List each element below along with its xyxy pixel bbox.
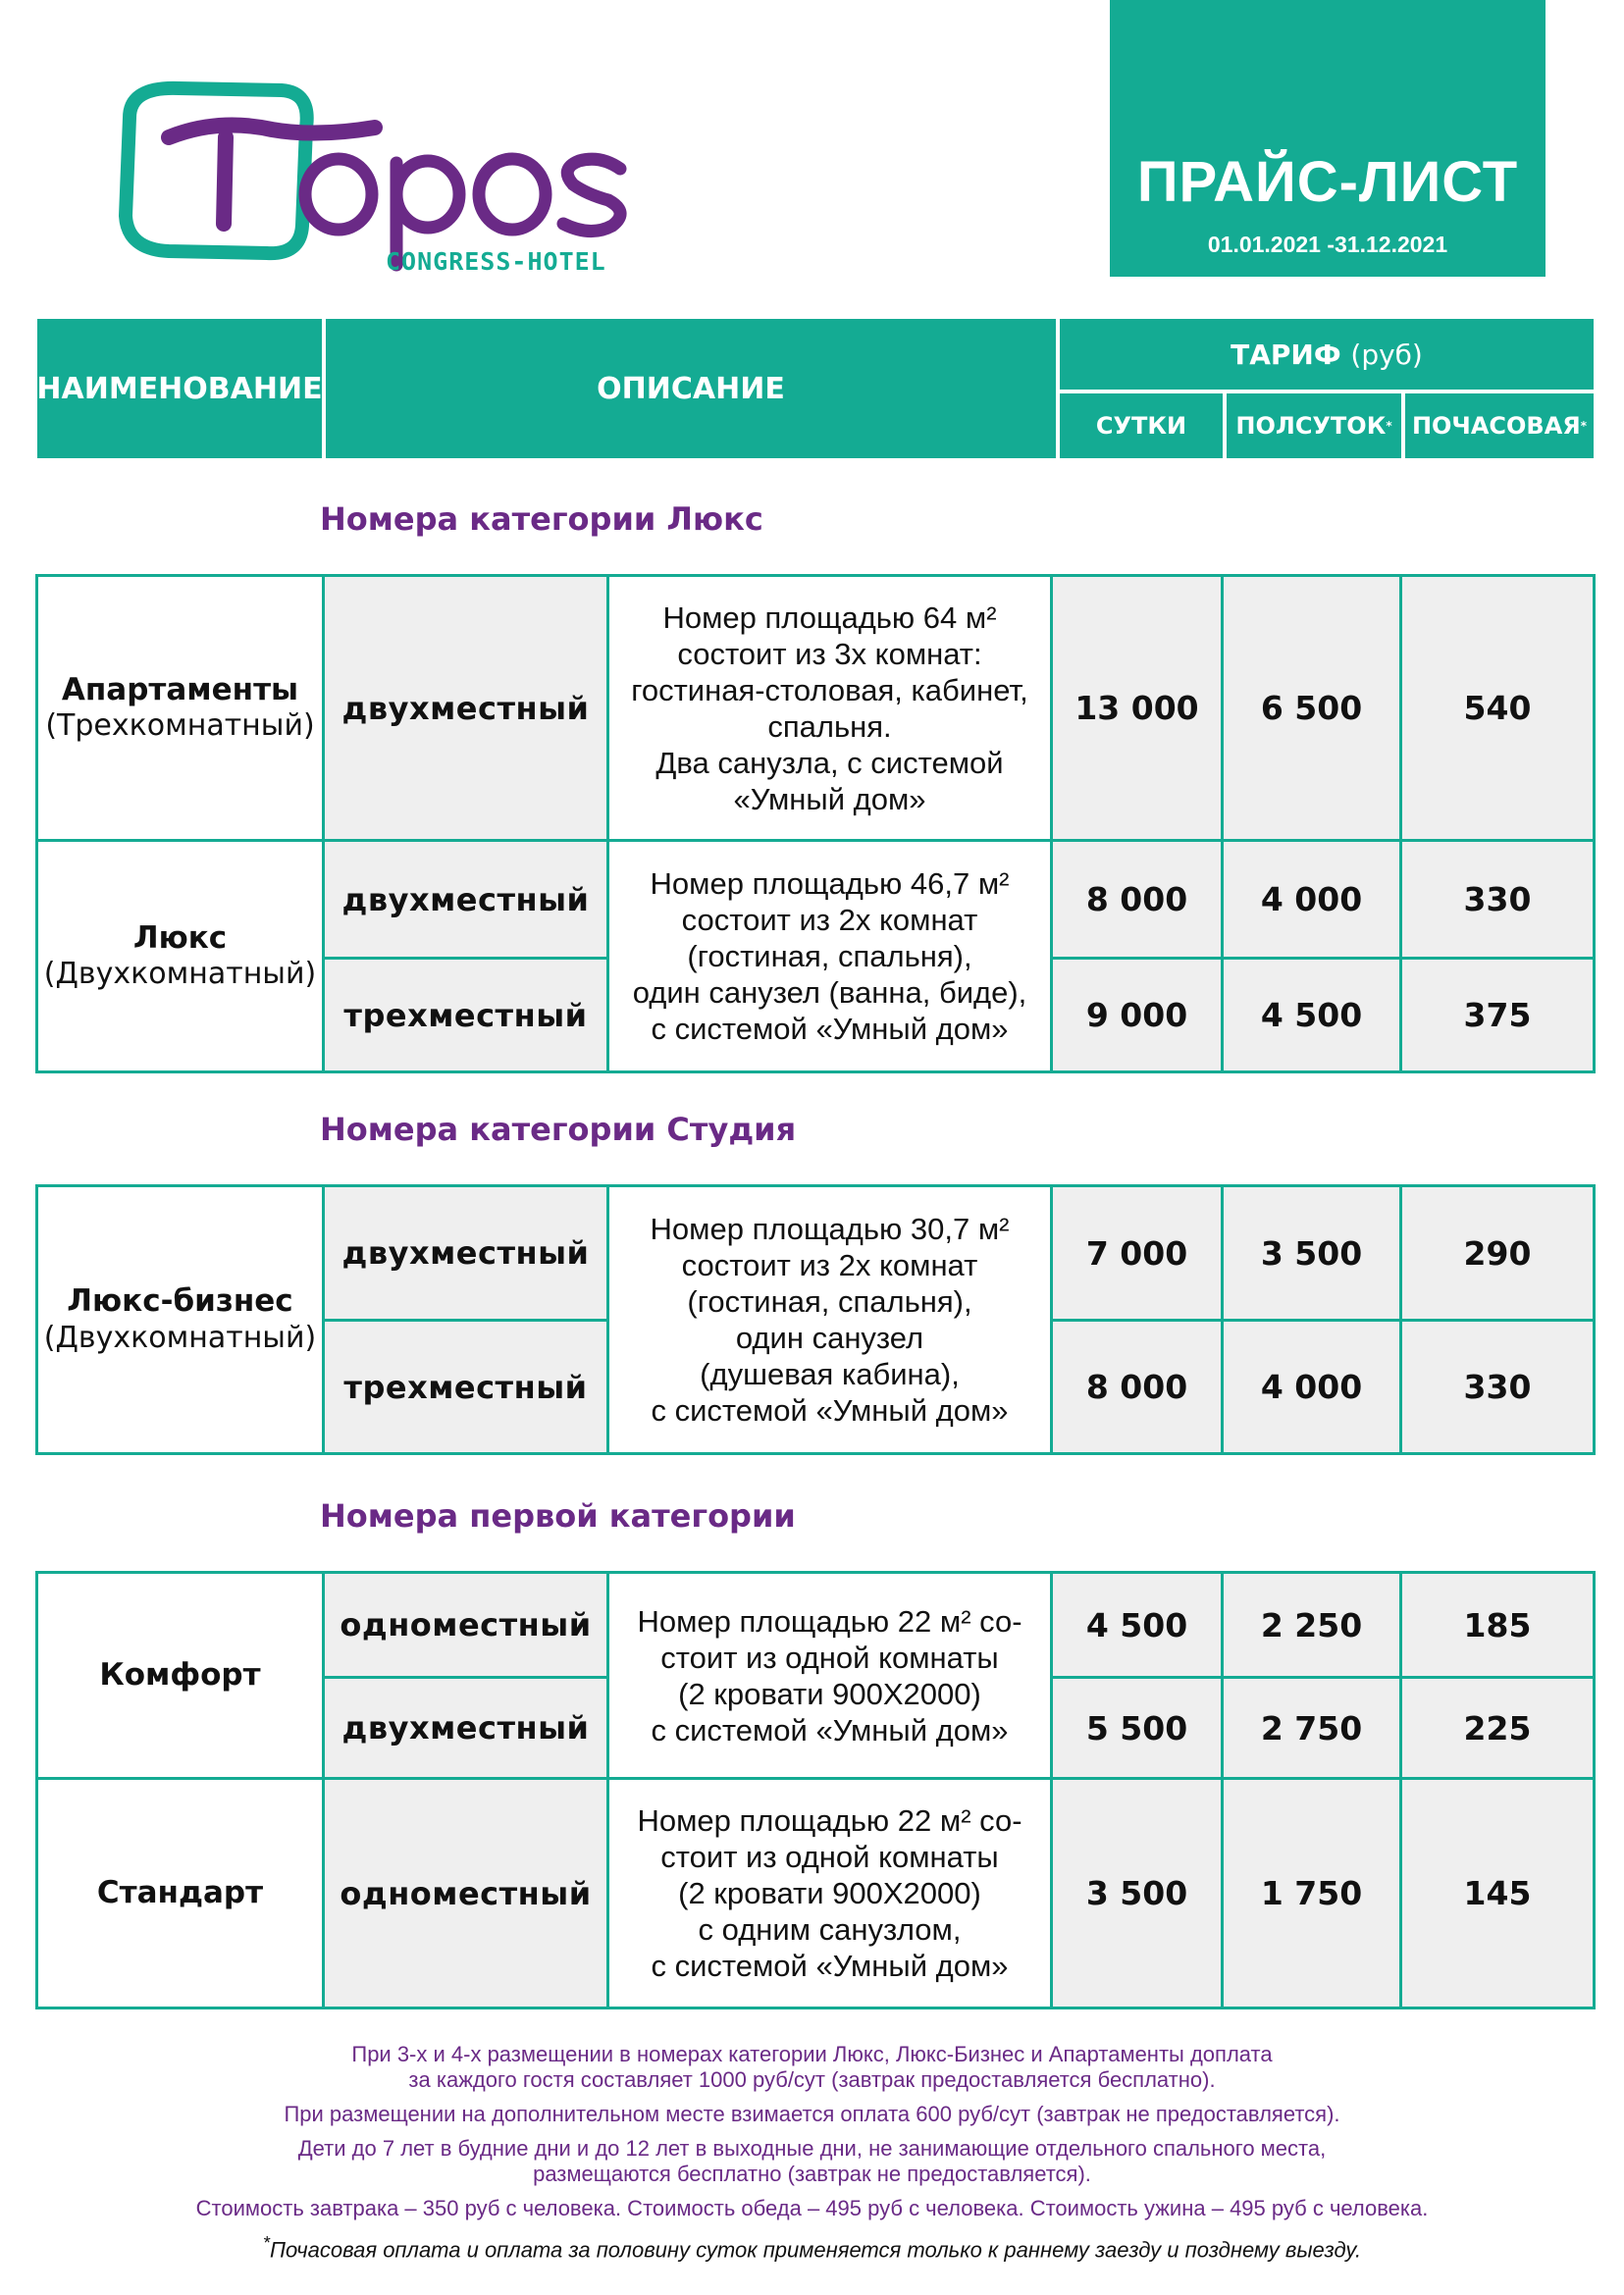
- description-line: с системой «Умный дом»: [651, 1949, 1009, 1983]
- description-line: (2 кровати 900X2000): [678, 1876, 981, 1910]
- description-line: состоит из 2х комнат: [681, 903, 978, 937]
- room-name-label: Люкс-бизнес: [67, 1283, 293, 1320]
- description-line: «Умный дом»: [733, 781, 926, 816]
- price-day: 9 000: [1085, 996, 1188, 1034]
- header-description: ОПИСАНИЕ: [326, 319, 1056, 458]
- occupancy-type: двухместный: [341, 689, 590, 727]
- description-line: с системой «Умный дом»: [651, 1012, 1009, 1046]
- price-half-day: 6 500: [1260, 689, 1363, 727]
- room-name-sub: (Двухкомнатный): [43, 957, 317, 992]
- price-hourly: 185: [1463, 1605, 1532, 1644]
- room-name: [38, 1187, 322, 1452]
- price-half-day: 2 750: [1260, 1708, 1363, 1747]
- header-tariff-label: ТАРИФ: [1231, 338, 1341, 371]
- room-name-label: Апартаменты: [61, 671, 299, 707]
- footnote: [0, 2230, 1624, 2263]
- section-title-lux: Номера категории Люкс: [320, 500, 763, 538]
- price-half-day: 1 750: [1260, 1874, 1363, 1912]
- price-hourly: 290: [1463, 1233, 1532, 1273]
- price-day: 4 500: [1085, 1605, 1188, 1644]
- occupancy-type: трехместный: [343, 1368, 588, 1406]
- asterisk: *: [1580, 419, 1588, 433]
- room-description: [609, 1574, 1050, 1777]
- price-hourly: 145: [1463, 1874, 1532, 1912]
- price-day: 8 000: [1085, 1368, 1188, 1406]
- note-line: за каждого гостя составляет 1000 руб/сут (завтрак предоставляется бесплатно).: [408, 2067, 1216, 2092]
- occupancy-type: одноместный: [340, 1874, 592, 1912]
- price-hourly: 540: [1463, 689, 1532, 727]
- price-half-day: 3 500: [1260, 1233, 1363, 1273]
- occupancy-type: двухместный: [341, 1234, 590, 1272]
- price-day: 13 000: [1074, 689, 1199, 727]
- section-title-studio: Номера категории Студия: [320, 1111, 797, 1148]
- description-line: с одним санузлом,: [698, 1912, 962, 1947]
- header-tariff-unit: (руб): [1350, 338, 1423, 371]
- price-half-day: 4 500: [1260, 996, 1363, 1034]
- room-name-label: Комфорт: [99, 1656, 261, 1693]
- room-name: [38, 1780, 322, 2007]
- room-description: [609, 842, 1050, 1070]
- occupancy-type: трехместный: [343, 996, 588, 1034]
- room-name-label: Стандарт: [96, 1874, 264, 1910]
- description-line: Номер площадью 22 м² со-: [637, 1803, 1022, 1838]
- note-line: Дети до 7 лет в будние дни и до 12 лет в выходные дни, не занимающие отдельного спального места,: [297, 2136, 1327, 2161]
- price-hourly: 225: [1463, 1708, 1532, 1747]
- room-description: [609, 1780, 1050, 2007]
- badge-title: ПРАЙС-ЛИСТ: [1136, 150, 1519, 214]
- description-line: (гостиная, спальня),: [687, 1284, 972, 1319]
- price-day: 5 500: [1085, 1708, 1188, 1747]
- description-line: состоит из 2х комнат: [681, 1248, 978, 1282]
- room-name-sub: (Трехкомнатный): [45, 708, 315, 744]
- price-day: 7 000: [1085, 1233, 1188, 1273]
- room-name-sub: (Двухкомнатный): [43, 1320, 317, 1355]
- description-line: состоит из 3х комнат:: [677, 636, 982, 671]
- section-title-first: Номера первой категории: [320, 1497, 796, 1535]
- price-hourly: 375: [1463, 996, 1532, 1034]
- description-line: (душевая кабина),: [700, 1357, 960, 1391]
- price-half-day: 4 000: [1260, 880, 1363, 918]
- header-tariff: [1060, 319, 1594, 390]
- note-line: размещаются бесплатно (завтрак не предоставляется).: [533, 2162, 1091, 2186]
- note-line: При размещении на дополнительном месте взимается оплата 600 руб/сут (завтрак не предоставляется).: [284, 2102, 1340, 2126]
- description-line: Два санузла, с системой: [655, 745, 1004, 780]
- description-line: Номер площадью 64 м²: [662, 600, 997, 635]
- badge-dates: 01.01.2021 -31.12.2021: [1207, 232, 1448, 257]
- room-description: [609, 577, 1050, 839]
- price-hourly: 330: [1463, 1368, 1532, 1406]
- description-line: (гостиная, спальня),: [687, 939, 972, 973]
- description-line: спальня.: [767, 708, 892, 744]
- asterisk: *: [1386, 419, 1392, 433]
- occupancy-type: двухместный: [341, 880, 590, 918]
- header-half-day-label: ПОЛСУТОК: [1235, 412, 1387, 440]
- room-name-label: Люкс: [132, 919, 228, 956]
- description-line: Номер площадью 30,7 м²: [650, 1212, 1010, 1246]
- asterisk: *: [262, 2232, 271, 2253]
- header-hourly: [1405, 393, 1594, 458]
- price-list-badge: [1110, 0, 1545, 277]
- logo-subtitle: CONGRESS-HOTEL: [386, 247, 606, 276]
- description-line: стоит из одной комнаты: [660, 1840, 999, 1874]
- price-notes: [0, 2042, 1624, 2271]
- description-line: Номер площадью 22 м² со-: [637, 1603, 1022, 1639]
- occupancy-type: одноместный: [340, 1606, 592, 1643]
- header-hourly-label: ПОЧАСОВАЯ: [1411, 412, 1581, 440]
- price-day: 8 000: [1085, 880, 1188, 918]
- price-half-day: 4 000: [1260, 1368, 1363, 1406]
- header-half-day: [1227, 393, 1401, 458]
- description-line: один санузел: [735, 1321, 924, 1355]
- description-line: с системой «Умный дом»: [651, 1712, 1009, 1747]
- note-line: При 3-х и 4-х размещении в номерах категории Люкс, Люкс-Бизнес и Апартаменты доплата: [351, 2042, 1273, 2066]
- price-day: 3 500: [1085, 1874, 1188, 1912]
- header-name: НАИМЕНОВАНИЕ: [37, 319, 322, 458]
- price-hourly: 330: [1463, 880, 1532, 918]
- price-half-day: 2 250: [1260, 1605, 1363, 1644]
- description-line: стоит из одной комнаты: [660, 1640, 999, 1675]
- description-line: гостиная-столовая, кабинет,: [631, 672, 1028, 707]
- room-name: [38, 1574, 322, 1777]
- description-line: с системой «Умный дом»: [651, 1393, 1009, 1428]
- footnote-text: Почасовая оплата и оплата за половину суток применяется только к раннему заезду и позднему выезду.: [270, 2237, 1362, 2263]
- note-line: Стоимость завтрака – 350 руб с человека. Стоимость обеда – 495 руб с человека. Стоимость ужина – 495 руб с человека.: [195, 2196, 1429, 2220]
- room-description: [609, 1187, 1050, 1452]
- room-name: [38, 577, 322, 839]
- description-line: Номер площадью 46,7 м²: [650, 866, 1010, 901]
- header-day: СУТКИ: [1060, 393, 1223, 458]
- room-name: [38, 842, 322, 1070]
- description-line: (2 кровати 900X2000): [678, 1676, 981, 1711]
- occupancy-type: двухместный: [341, 1709, 590, 1747]
- description-line: один санузел (ванна, биде),: [632, 975, 1027, 1010]
